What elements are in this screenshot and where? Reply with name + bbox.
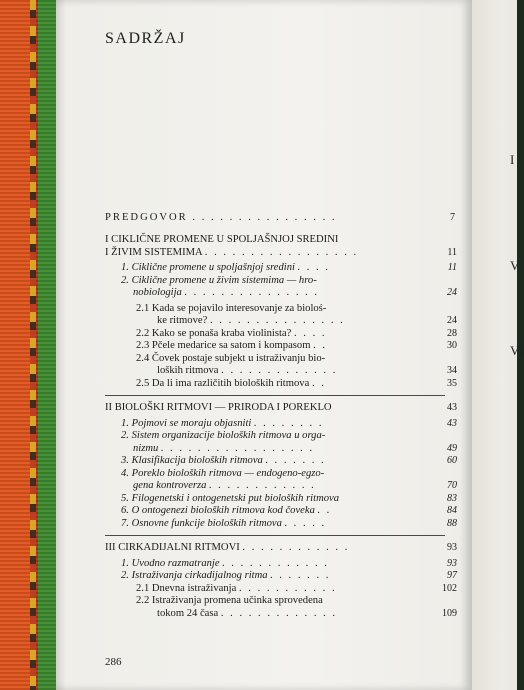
toc-subentry-cont: tokom 24 časa . . . . . . . . . . . . . 109 — [157, 607, 457, 619]
toc-entry-cont: gena kontroverza . . . . . . . . . . . . 70 — [133, 480, 457, 491]
page-folio: 286 — [105, 656, 122, 668]
toc-entry-cont: nizmu . . . . . . . . . . . . . . . . . 49 — [133, 442, 457, 454]
toc-subentry: 2.2 Kako se ponaša kraba violinista? . . . . 28 — [136, 327, 457, 339]
toc-subentry: 2.1 Kada se pojavilo interesovanje za bioloś- — [136, 302, 327, 314]
toc-part-2: II BIOLOŠKI RITMOVI — PRIRODA I POREKLO 43 — [105, 402, 457, 413]
page-number: 109 — [442, 607, 457, 619]
background-textile — [0, 0, 60, 690]
facing-page-fragment: I — [510, 152, 515, 167]
page-number: 102 — [442, 582, 457, 594]
page-number: 35 — [447, 377, 457, 389]
page-number: 93 — [447, 557, 457, 569]
toc-subentry: 2.2 Istraživanja promena učinka sprovedena — [136, 595, 323, 606]
toc-entry: 1. Pojmovi se moraju objasniti . . . . . . . . 43 — [121, 417, 457, 429]
divider — [105, 395, 445, 396]
toc-subentry: 2.4 Čovek postaje subjekt u istraživanju bio- — [136, 352, 326, 364]
page-number: 83 — [447, 492, 457, 504]
textile-stripe — [30, 0, 36, 690]
toc-entry: 2. Istraživanja cirkadijalnog ritma . . . . . . . 97 — [121, 570, 457, 581]
page-number: 49 — [447, 442, 457, 454]
toc-entry: 2. Ciklične promene u živim sistemima — hro- — [121, 274, 317, 286]
toc-entry: 3. Klasifikacija bioloških ritmova . . . . . . . 60 — [121, 455, 457, 466]
toc-part-3: III CIRKADIJALNI RITMOVI . . . . . . . . . . . . 93 — [105, 542, 457, 553]
toc-entry: 1. Uvodno razmatranje . . . . . . . . . . . . 93 — [121, 557, 457, 569]
facing-page-fragment: VI — [510, 343, 524, 358]
toc-subentry-cont: ke ritmove? . . . . . . . . . . . . . . . 24 — [157, 315, 457, 326]
toc-entry: 6. O ontogenezi bioloških ritmova kod čoveka . . 84 — [121, 505, 457, 516]
toc-entry: 1. Ciklične promene u spoljašnjoj sredini . . . . 11 — [121, 262, 457, 273]
page-number: 7 — [450, 211, 457, 223]
divider — [105, 535, 445, 536]
page-number: 28 — [447, 327, 457, 339]
toc-part-1: I CIKLIČNE PROMENE U SPOLJAŠNJOJ SREDINI — [105, 234, 339, 245]
page-number: 97 — [447, 570, 457, 581]
toc-subentry: 2.5 Da li ima različitih bioloških ritmova . . 35 — [136, 377, 457, 389]
toc-entry: 4. Poreklo bioloških ritmova — endogeno-egzo- — [121, 467, 325, 479]
toc-entry: 2. Sistem organizacije bioloških ritmova u orga- — [121, 430, 326, 441]
page-title: SADRŽAJ — [105, 30, 186, 47]
table-of-contents — [105, 206, 457, 620]
page-number: 24 — [447, 287, 457, 298]
page-number: 70 — [447, 480, 457, 491]
page-number: 43 — [447, 417, 457, 429]
toc-subentry: 2.3 Pčele medarice sa satom i kompasom . . 30 — [136, 340, 457, 351]
page-number: 88 — [447, 517, 457, 529]
toc-entry-cont: nobiologija . . . . . . . . . . . . . . . 24 — [133, 287, 457, 298]
page-number: 93 — [447, 542, 457, 553]
toc-entry-predgovor: PREDGOVOR . . . . . . . . . . . . . . . . 7 — [105, 211, 457, 223]
book-page — [56, 0, 472, 690]
toc-subentry: 2.1 Dnevna istraživanja . . . . . . . . . . . 102 — [136, 582, 457, 594]
page-number: 43 — [447, 402, 457, 413]
page-number: 84 — [447, 505, 457, 516]
toc-entry: 7. Osnovne funkcije bioloških ritmova . . . . . 88 — [121, 517, 457, 529]
toc-part-1-cont: I ŽIVIM SISTEMIMA . . . . . . . . . . . . . . . . . 11 — [105, 246, 457, 258]
page-number: 11 — [447, 262, 457, 273]
toc-entry: 5. Filogenetski i ontogenetski put bioloških ritmova 83 — [121, 492, 457, 504]
page-number: 34 — [447, 365, 457, 376]
page-number: 11 — [447, 246, 457, 258]
page-number: 60 — [447, 455, 457, 466]
toc-subentry-cont: loških ritmova . . . . . . . . . . . . . 34 — [157, 365, 457, 376]
page-number: 24 — [447, 315, 457, 326]
page-number: 30 — [447, 340, 457, 351]
facing-page-fragment: V — [510, 258, 520, 273]
